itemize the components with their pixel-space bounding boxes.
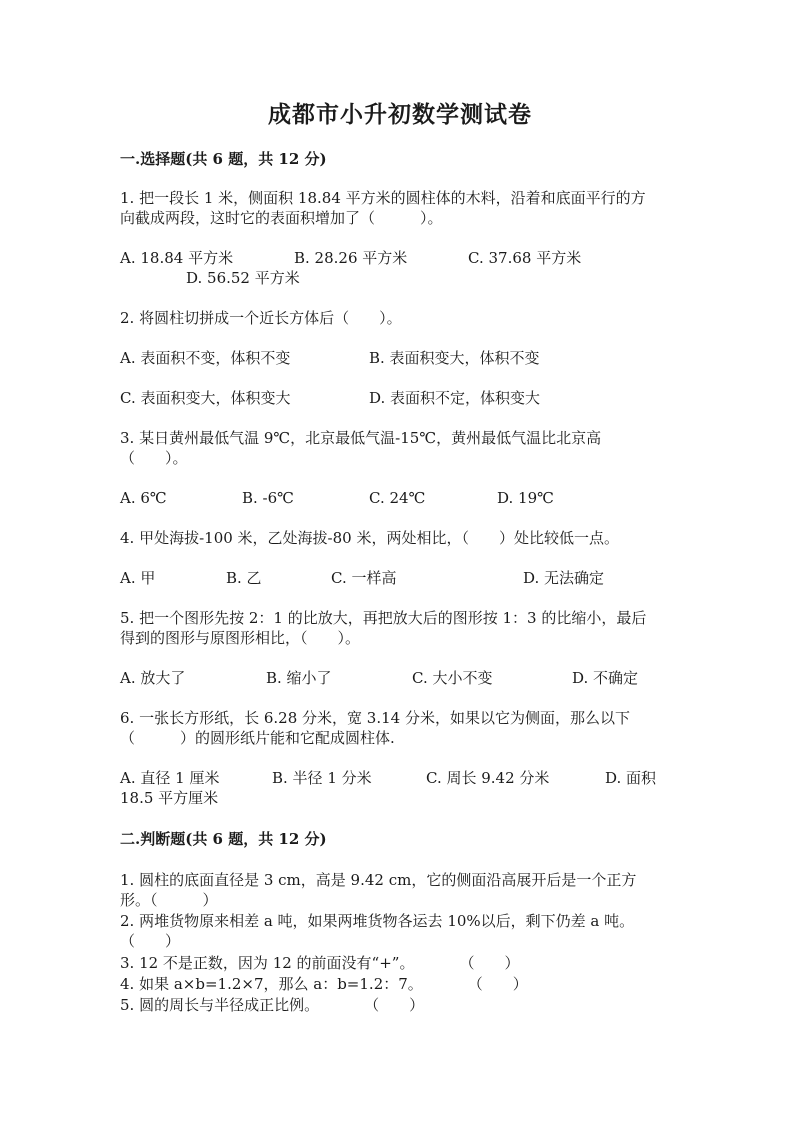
question-3-option-c: C. 24℃ xyxy=(369,489,426,507)
question-6-option-c: C. 周长 9.42 分米 xyxy=(426,769,550,787)
question-6-option-b: B. 半径 1 分米 xyxy=(272,769,372,787)
question-3-option-b: B. -6℃ xyxy=(242,489,294,507)
question-2-option-c: C. 表面积变大，体积变大 xyxy=(120,389,291,407)
question-4-option-a: A. 甲 xyxy=(120,569,156,587)
judgment-line-6: 4. 如果 a×b=1.2×7，那么 a：b=1.2：7。 （ ） xyxy=(120,975,528,993)
question-1-option-c: C. 37.68 平方米 xyxy=(468,249,582,267)
question-4-line-1: 4. 甲处海拔-100 米，乙处海拔-80 米，两处相比，（ ）处比较低一点。 xyxy=(120,529,619,547)
question-1-option-b: B. 28.26 平方米 xyxy=(294,249,408,267)
judgment-line-3: 2. 两堆货物原来相差 a 吨，如果两堆货物各运去 10%以后，剩下仍差 a 吨。 xyxy=(120,912,635,930)
page-title: 成都市小升初数学测试卷 xyxy=(268,101,532,128)
question-4-option-b: B. 乙 xyxy=(226,569,262,587)
question-2-option-b: B. 表面积变大，体积不变 xyxy=(369,349,540,367)
question-2-line-1: 2. 将圆柱切拼成一个近长方体后（ ）。 xyxy=(120,309,402,327)
question-6-option-d: D. 面积 xyxy=(605,769,657,787)
question-4-option-c: C. 一样高 xyxy=(331,569,397,587)
question-1-line-1: 1. 把一段长 1 米，侧面积 18.84 平方米的圆柱体的木料，沿着和底面平行的方 xyxy=(120,189,646,207)
question-5-line-2: 得到的图形与原图形相比，（ ）。 xyxy=(120,629,361,647)
judgment-line-7: 5. 圆的周长与半径成正比例。 （ ） xyxy=(120,996,425,1014)
judgment-line-1: 1. 圆柱的底面直径是 3 cm，高是 9.42 cm，它的侧面沿高展开后是一个正方 xyxy=(120,871,637,889)
question-3-line-1: 3. 某日黄州最低气温 9℃，北京最低气温-15℃，黄州最低气温比北京高 xyxy=(120,429,602,447)
question-3-option-a: A. 6℃ xyxy=(120,489,167,507)
question-1-line-2: 向截成两段，这时它的表面积增加了（ ）。 xyxy=(120,209,443,227)
judgment-line-5: 3. 12 不是正数，因为 12 的前面没有“+”。 （ ） xyxy=(120,954,520,972)
question-5-line-1: 5. 把一个图形先按 2：1 的比放大，再把放大后的图形按 1：3 的比缩小，最后 xyxy=(120,609,647,627)
question-2-option-d: D. 表面积不定，体积变大 xyxy=(369,389,541,407)
question-1-option-a: A. 18.84 平方米 xyxy=(120,249,234,267)
question-2-option-a: A. 表面积不变，体积不变 xyxy=(120,349,291,367)
question-6-line-1: 6. 一张长方形纸，长 6.28 分米，宽 3.14 分米，如果以它为侧面，那么以下 xyxy=(120,709,630,727)
judgment-line-2: 形。（ ） xyxy=(120,891,218,909)
question-1-option-d: D. 56.52 平方米 xyxy=(186,269,300,287)
question-6-option-a: A. 直径 1 厘米 xyxy=(120,769,220,787)
question-6-line-2: （ ）的圆形纸片能和它配成圆柱体. xyxy=(120,729,395,747)
question-5-option-d: D. 不确定 xyxy=(572,669,639,687)
judgment-line-4: （ ） xyxy=(120,932,181,950)
question-3-line-2: （ ）。 xyxy=(120,449,188,467)
question-5-option-c: C. 大小不变 xyxy=(412,669,493,687)
question-5-option-b: B. 缩小了 xyxy=(266,669,332,687)
question-3-option-d: D. 19℃ xyxy=(497,489,554,507)
question-5-option-a: A. 放大了 xyxy=(120,669,186,687)
section-heading-judgment: 二.判断题(共 6 题，共 12 分) xyxy=(120,830,327,848)
question-6-option-d-cont: 18.5 平方厘米 xyxy=(120,789,219,807)
section-heading-choice: 一.选择题(共 6 题，共 12 分) xyxy=(120,150,327,168)
question-4-option-d: D. 无法确定 xyxy=(523,569,605,587)
